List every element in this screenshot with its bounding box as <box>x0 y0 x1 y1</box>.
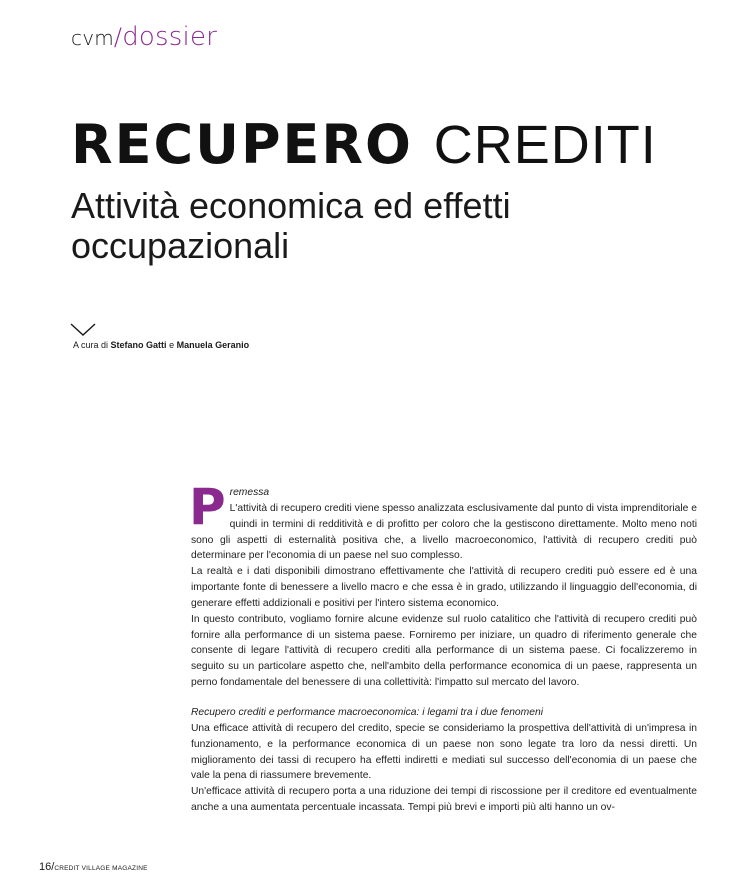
chevron-down-icon <box>70 323 96 337</box>
section-heading: Recupero crediti e performance macroeconomica: i legami tra i due fenomeni <box>191 706 543 718</box>
magazine-name: CREDIT VILLAGE MAGAZINE <box>54 865 148 872</box>
title-light: CREDITI <box>433 115 657 175</box>
footer-slash: / <box>51 861 55 873</box>
section-prefix: cvm <box>71 26 114 50</box>
byline <box>73 340 249 350</box>
section-slash: / <box>113 23 123 51</box>
lead-heading: remessa <box>229 487 270 498</box>
byline-conj: e <box>169 340 175 350</box>
drop-cap: P <box>189 478 226 536</box>
paragraph: Un'efficace attività di recupero porta a una riduzione dei tempi di riscossione per il creditore ed eventualmente anche a una aumentata percentuale incassata. Tempi più brevi e importi più alti hanno un ov- <box>191 786 697 814</box>
paragraph: Una efficace attività di recupero del credito, specie se consideriamo la prospettiva dell'attività di un'impresa in funzionamento, e la performance economica di un paese non sono legate tra loro da nessi diretti. Un miglioramento dei tassi di recupero ha effetti indiretti e mediati sul successo dell'economia di un paese che vale la pena di riassumere brevemente. <box>191 722 697 782</box>
article-subtitle: Attività economica ed effetti occupazionali <box>71 185 511 266</box>
author-1: Stefano Gatti <box>110 340 167 350</box>
paragraph: L'attività di recupero crediti viene spesso analizzata esclusivamente dal punto di vista imprenditoriale e quindi in termini di redditività e di profitto per coloro che la gestiscono direttamente. Molto meno noti sono gli aspetti di esternalità positiva che, a livello macroeconomico, l'attività di recupero crediti può determinare per l'economia di un paese nel suo complesso. <box>191 502 697 562</box>
paragraph: La realtà e i dati disponibili dimostrano effettivamente che l'attività di recupero crediti può essere ed è una importante fonte di benessere a livello macro e che essa è in grado, utilizzando il linguaggio dell'economia, di generare effetti addizionali e positivi per l'intero sistema economico. <box>191 566 697 609</box>
article-title <box>71 114 657 176</box>
byline-prefix: A cura di <box>73 340 109 350</box>
section-tag <box>71 22 217 52</box>
section-name: dossier <box>122 22 218 52</box>
author-2: Manuela Geranio <box>176 340 250 350</box>
title-bold: RECUPERO <box>71 113 413 176</box>
page-footer <box>39 857 148 875</box>
paragraph: In questo contributo, vogliamo fornire alcune evidenze sul ruolo catalitico che l'attività di recupero crediti può fornire alla performance di un sistema paese. Forniremo per iniziare, un quadro di riferimento generale che consente di legare l'attività di recupero crediti alla performance di un sistema paese. Ci focalizzeremo in seguito su un particolare aspetto che, nell'ambito della performance economica di un paese, rappresenta un perno fondamentale del benessere di una collettività: l'impatto sul mercato del lavoro. <box>191 613 697 689</box>
page-number: 16 <box>39 861 52 873</box>
article-body <box>189 478 697 816</box>
